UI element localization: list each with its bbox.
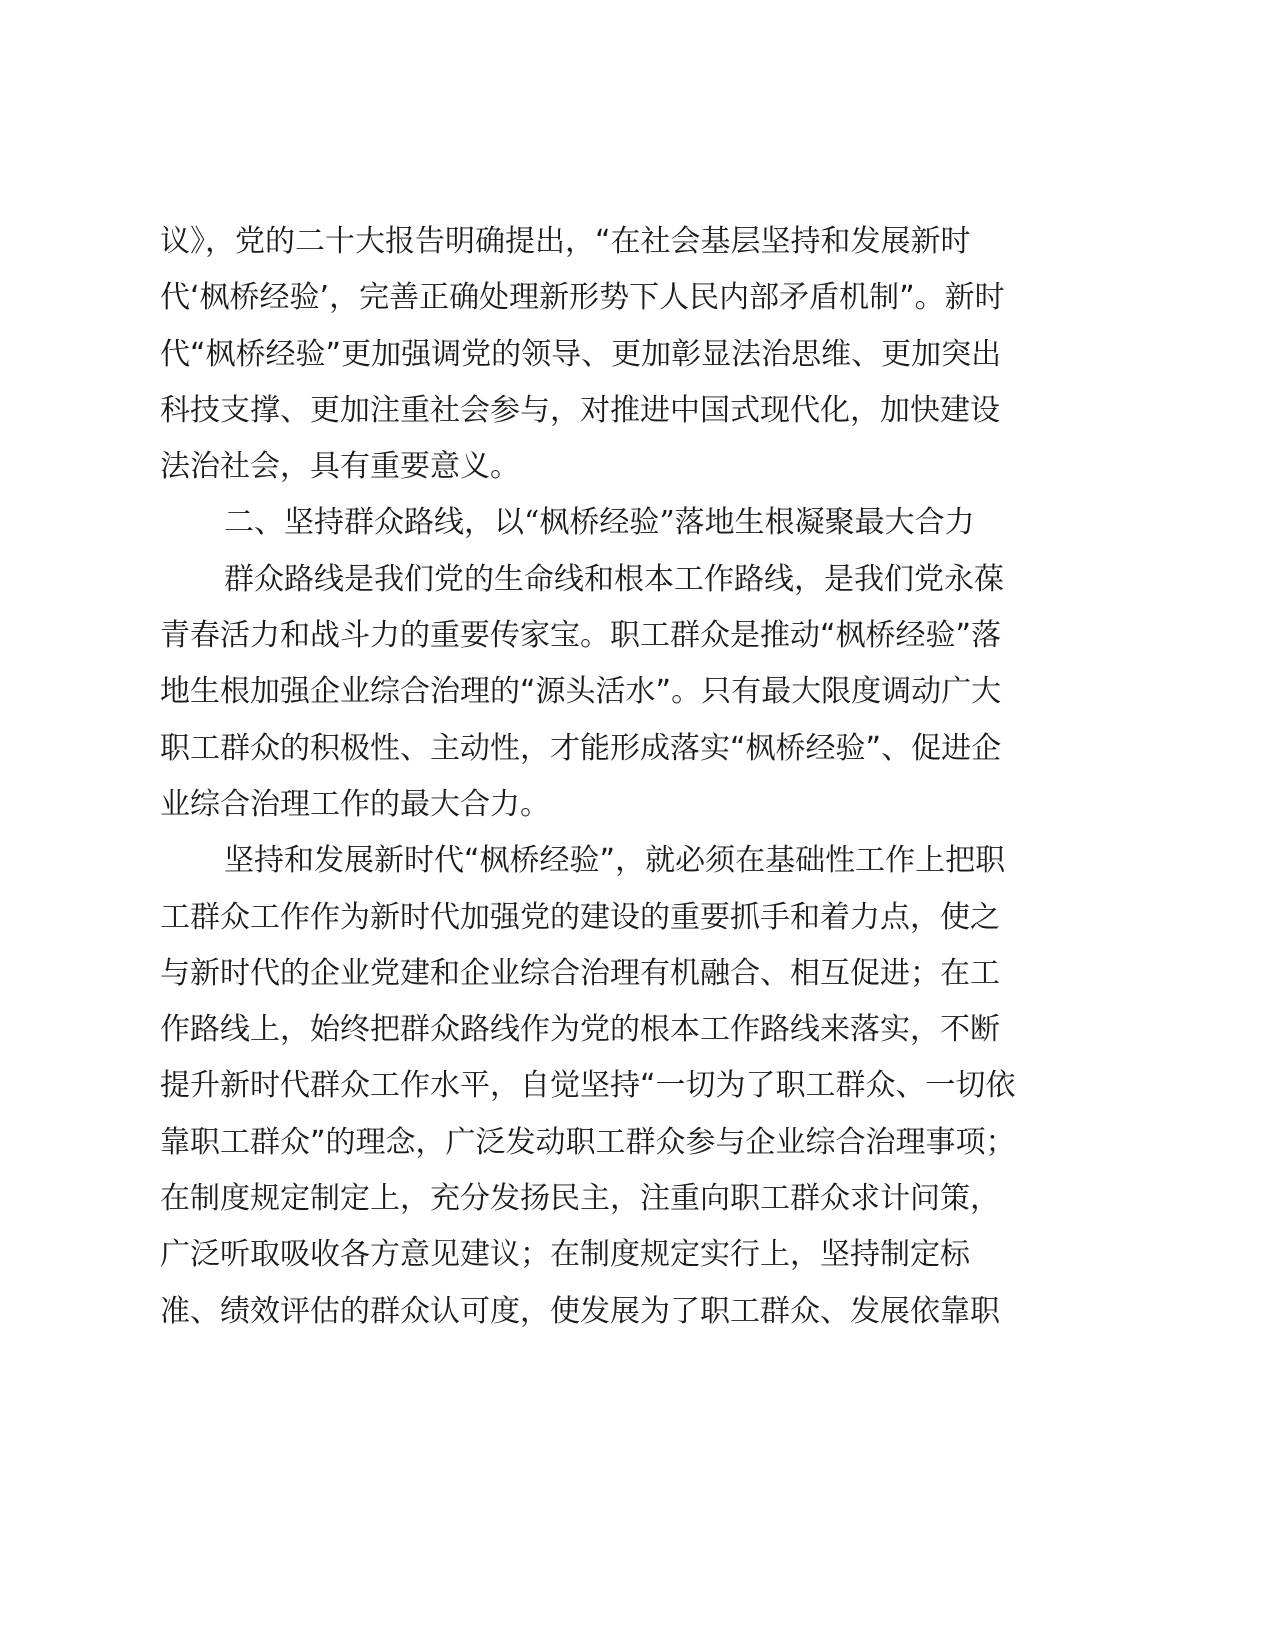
body-text-line: 青春活力和战斗力的重要传家宝。职工群众是推动“枫桥经验”落	[160, 618, 1002, 654]
body-text-line: 在制度规定制定上，充分发扬民主，注重向职工群众求计问策，	[160, 1181, 1000, 1217]
body-text-line: 靠职工群众”的理念，广泛发动职工群众参与企业综合治理事项；	[160, 1124, 1016, 1160]
body-text-line: 工群众工作作为新时代加强党的建设的重要抓手和着力点，使之	[160, 899, 1000, 935]
body-text-line: 代‘枫桥经验’，完善正确处理新形势下人民内部矛盾机制”。新时	[160, 280, 1005, 316]
body-text-line: 提升新时代群众工作水平，自觉坚持“一切为了职工群众、一切依	[160, 1068, 1016, 1104]
body-text-line: 职工群众的积极性、主动性，才能形成落实“枫桥经验”、促进企	[160, 730, 1002, 766]
body-text-line: 业综合治理工作的最大合力。	[160, 786, 550, 822]
document-body	[160, 214, 1070, 1340]
paragraph-first-line: 群众路线是我们党的生命线和根本工作路线，是我们党永葆	[224, 561, 1004, 597]
body-text-line: 作路线上，始终把群众路线作为党的根本工作路线来落实，不断	[160, 1012, 1000, 1048]
body-text-line: 准、绩效评估的群众认可度，使发展为了职工群众、发展依靠职	[160, 1293, 1000, 1329]
body-text-line: 科技支撑、更加注重社会参与，对推进中国式现代化，加快建设	[160, 392, 1000, 428]
paragraph-first-line: 坚持和发展新时代“枫桥经验”，就必须在基础性工作上把职	[224, 843, 1006, 879]
body-text-line: 议》，党的二十大报告明确提出，“在社会基层坚持和发展新时	[160, 224, 971, 259]
body-text-line: 地生根加强企业综合治理的“源头活水”。只有最大限度调动广大	[160, 674, 1002, 710]
body-text-line: 与新时代的企业党建和企业综合治理有机融合、相互促进；在工	[160, 955, 1000, 991]
body-text-line: 代“枫桥经验”更加强调党的领导、更加彰显法治思维、更加突出	[160, 336, 1002, 372]
body-text-line: 法治社会，具有重要意义。	[160, 449, 520, 485]
body-text-line: 广泛听取吸收各方意见建议；在制度规定实行上，坚持制定标	[160, 1237, 970, 1273]
section-heading: 二、坚持群众路线，以“枫桥经验”落地生根凝聚最大合力	[224, 505, 975, 541]
